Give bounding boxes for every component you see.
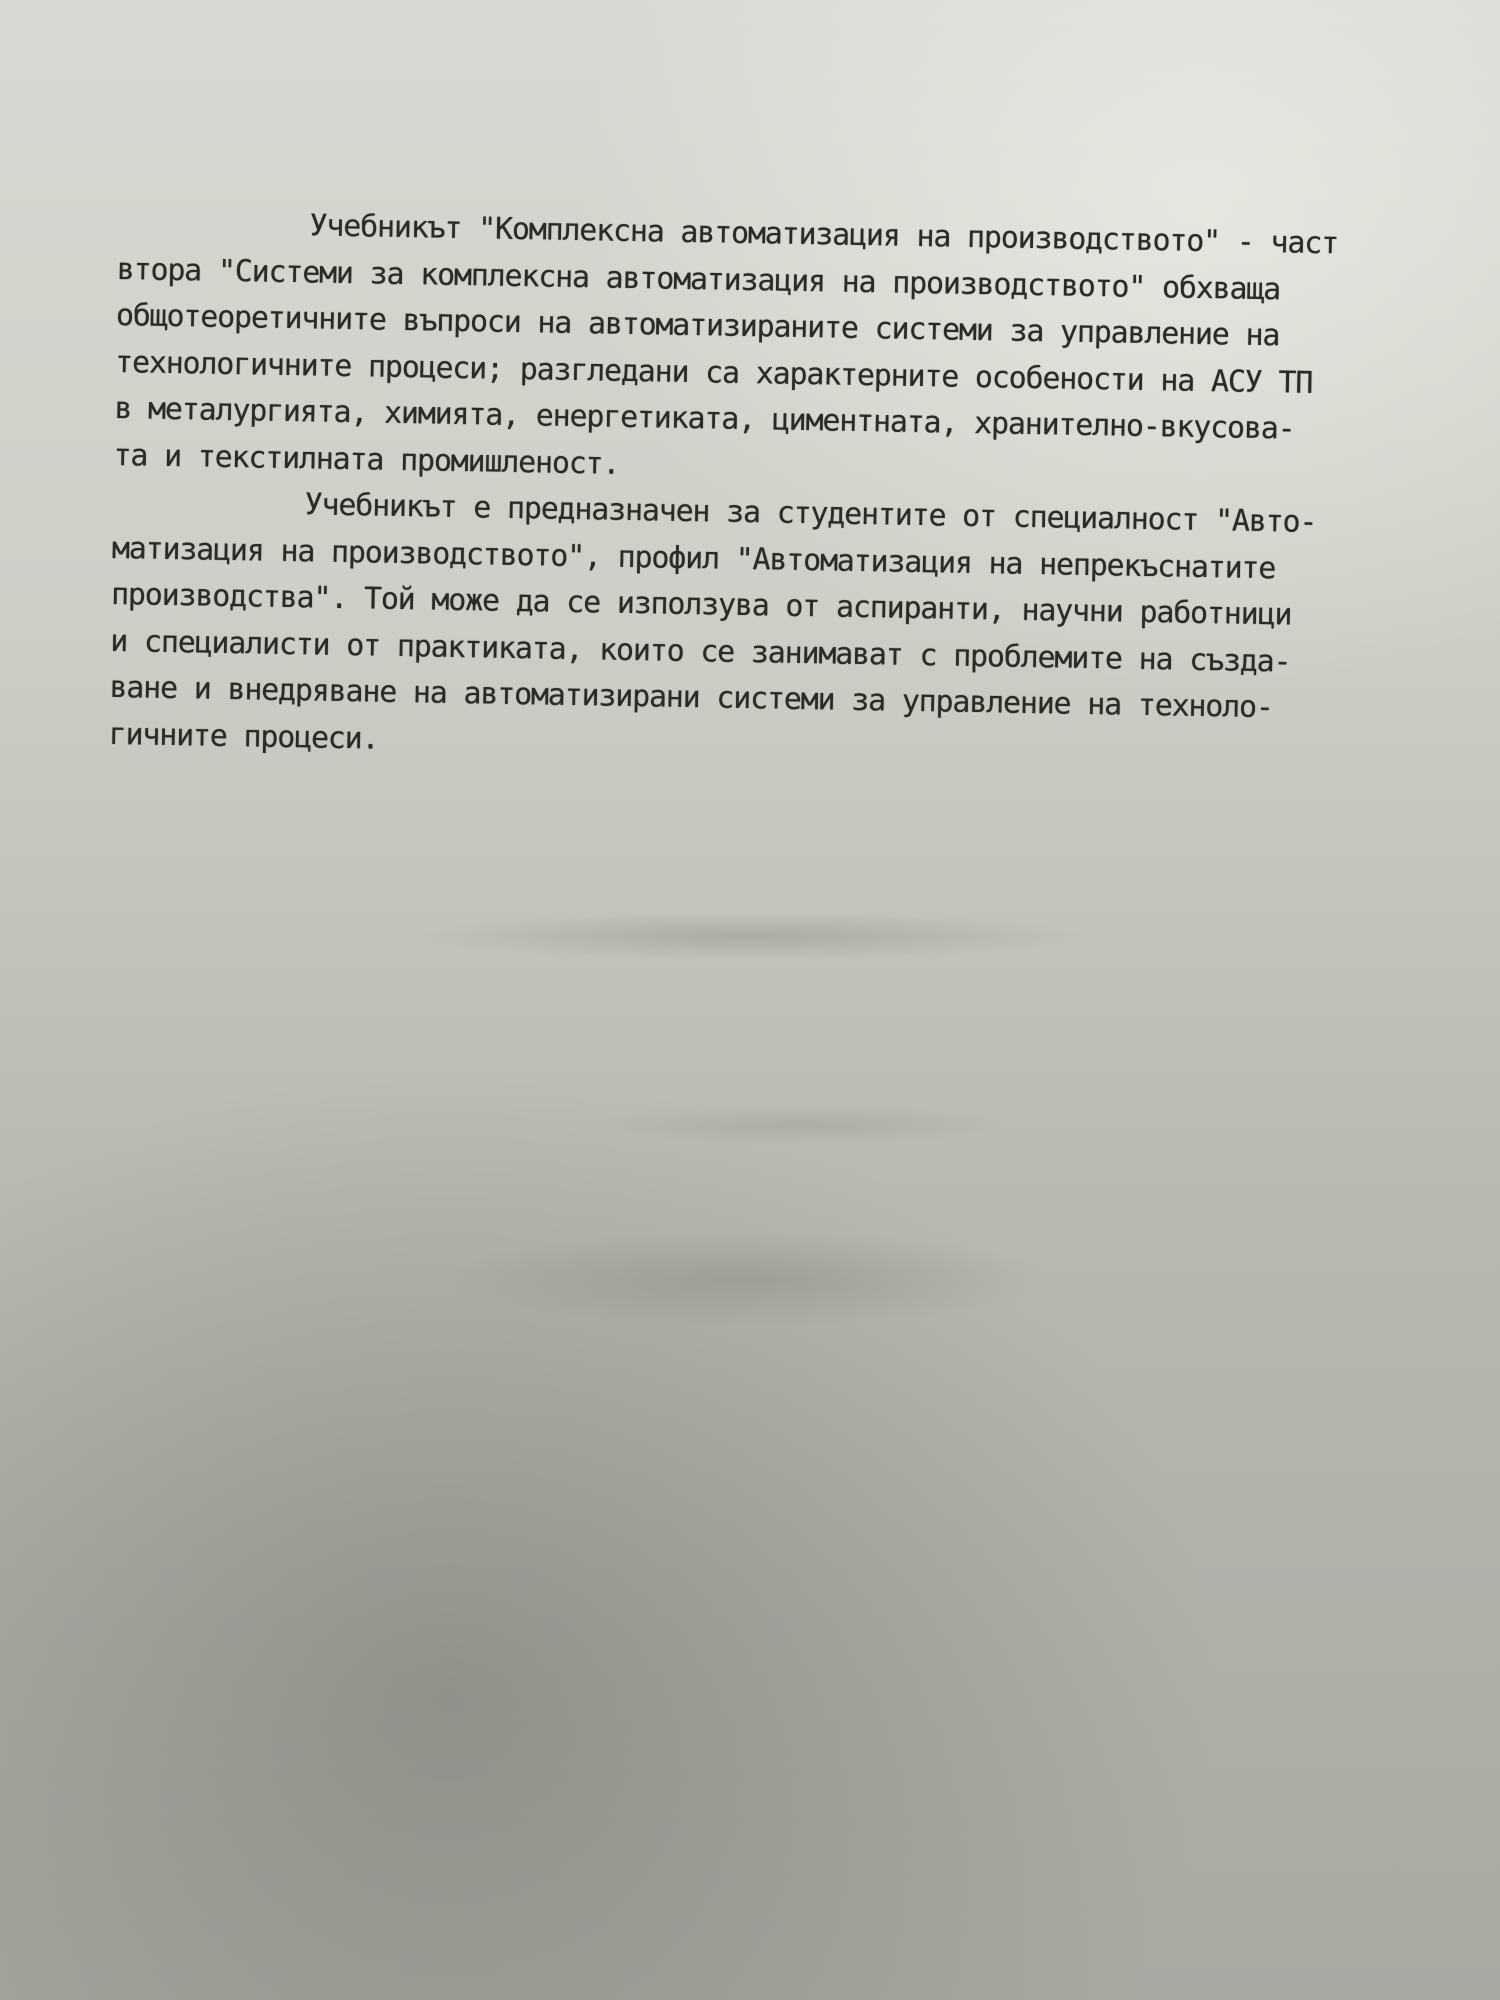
text-line: в металургията, химията, енергетиката, циментната, хранително-вкусова-: [114, 390, 1295, 447]
text-line: общотеоретичните въпроси на автоматизираните системи за управление на: [115, 297, 1280, 354]
paragraph-2: [108, 479, 1453, 781]
annotation-text: [108, 200, 1458, 781]
text-line: ване и внедряване на автоматизирани системи за управление на техноло-: [109, 669, 1274, 726]
text-line: матизация на производството", профил "Автоматизация на непрекъснатите: [111, 530, 1276, 586]
text-line: Учебникът "Комплексна автоматизация на производството" - част: [309, 208, 1339, 262]
text-line: втора "Системи за комплексна автоматизация на производството" обхваща: [116, 251, 1281, 307]
text-line: производства". Той може да се използува от аспиранти, научни работници: [110, 576, 1292, 633]
text-line: и специалисти от практиката, които се занимават с проблемите на създа-: [109, 623, 1291, 680]
text-line: Учебникът е предназначен за студентите от специалност "Авто-: [304, 487, 1317, 540]
text-line: технологичните процеси; разгледани са характерните особености на АСУ ТП: [114, 344, 1313, 401]
show-through-text-from-reverse-side: [200, 880, 1200, 1580]
text-line: гичните процеси.: [108, 716, 379, 757]
text-line: та и текстилната промишленост.: [113, 437, 620, 482]
paragraph-1: [113, 200, 1458, 502]
